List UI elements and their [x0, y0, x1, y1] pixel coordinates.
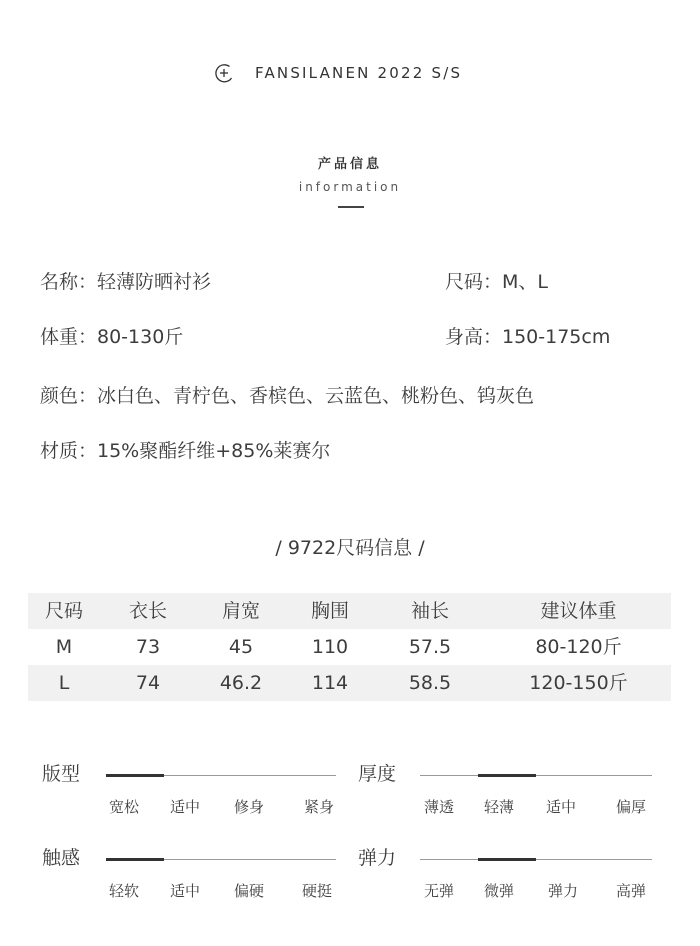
scale-option: 无弹	[424, 882, 455, 900]
table-cell: 114	[311, 672, 349, 694]
table-cell: 45	[228, 636, 254, 658]
section-title: 产品信息	[317, 157, 382, 172]
scale-label: 厚度	[358, 763, 397, 785]
scale-option: 偏硬	[234, 882, 265, 900]
section-divider	[338, 206, 364, 208]
plus-circle-icon	[213, 62, 235, 84]
table-cell: 110	[311, 636, 349, 658]
section-subtitle: information	[298, 180, 402, 194]
scale-option: 宽松	[109, 798, 140, 816]
table-header-cell: 胸围	[310, 600, 349, 622]
table-cell: 80-120斤	[535, 636, 622, 658]
scale-track	[106, 775, 336, 776]
scale-option: 适中	[170, 882, 201, 900]
scale-option: 紧身	[304, 798, 335, 816]
table-header-row	[28, 593, 671, 629]
table-cell: 46.2	[219, 672, 263, 694]
table-row	[28, 665, 671, 701]
size-chart-title: / 9722尺码信息 /	[275, 537, 425, 559]
scale-track	[420, 775, 652, 776]
scale-indicator	[478, 774, 536, 777]
scale-option: 修身	[234, 798, 265, 816]
table-cell: L	[58, 672, 70, 694]
table-cell: M	[55, 636, 73, 658]
scale-track	[420, 859, 652, 860]
scale-label: 弹力	[358, 847, 397, 869]
scale-indicator	[106, 774, 164, 777]
table-cell: 120-150斤	[529, 672, 628, 694]
info-color: 颜色：冰白色、青柠色、香槟色、云蓝色、桃粉色、钨灰色	[40, 385, 535, 407]
scale-option: 适中	[170, 798, 201, 816]
table-header-cell: 建议体重	[540, 600, 617, 622]
scale-feel	[42, 846, 342, 906]
scale-label: 版型	[42, 763, 81, 785]
scale-option: 高弹	[616, 882, 647, 900]
scale-indicator	[106, 858, 164, 861]
scale-option: 轻薄	[484, 798, 515, 816]
brand-name: FANSILANEN 2022 S/S	[255, 64, 463, 82]
table-cell: 57.5	[408, 636, 452, 658]
scale-label: 触感	[42, 847, 81, 869]
table-header-cell: 尺码	[44, 600, 83, 622]
scale-stretch	[358, 846, 658, 906]
scale-option: 微弹	[484, 882, 515, 900]
table-cell: 58.5	[408, 672, 452, 694]
scale-option: 硬挺	[302, 882, 333, 900]
scale-thickness	[358, 762, 658, 822]
info-weight: 体重：80-130斤	[40, 326, 184, 348]
brand-header	[0, 58, 700, 88]
table-row	[28, 629, 671, 665]
scale-indicator	[478, 858, 536, 861]
info-material: 材质：15%聚酯纤维+85%莱赛尔	[40, 440, 331, 462]
info-height: 身高：150-175cm	[445, 326, 611, 348]
info-name: 名称：轻薄防晒衬衫	[40, 271, 212, 293]
scale-track	[106, 859, 336, 860]
info-size: 尺码：M、L	[445, 271, 548, 293]
scale-option: 弹力	[548, 882, 579, 900]
table-header-cell: 肩宽	[221, 600, 260, 622]
table-cell: 74	[135, 672, 161, 694]
table-header-cell: 衣长	[128, 600, 167, 622]
table-cell: 73	[135, 636, 161, 658]
scale-option: 轻软	[109, 882, 140, 900]
scale-option: 偏厚	[616, 798, 647, 816]
scale-option: 薄透	[424, 798, 455, 816]
table-header-cell: 袖长	[410, 600, 449, 622]
scale-option: 适中	[546, 798, 577, 816]
scale-fit	[42, 762, 342, 822]
size-table	[28, 593, 671, 701]
